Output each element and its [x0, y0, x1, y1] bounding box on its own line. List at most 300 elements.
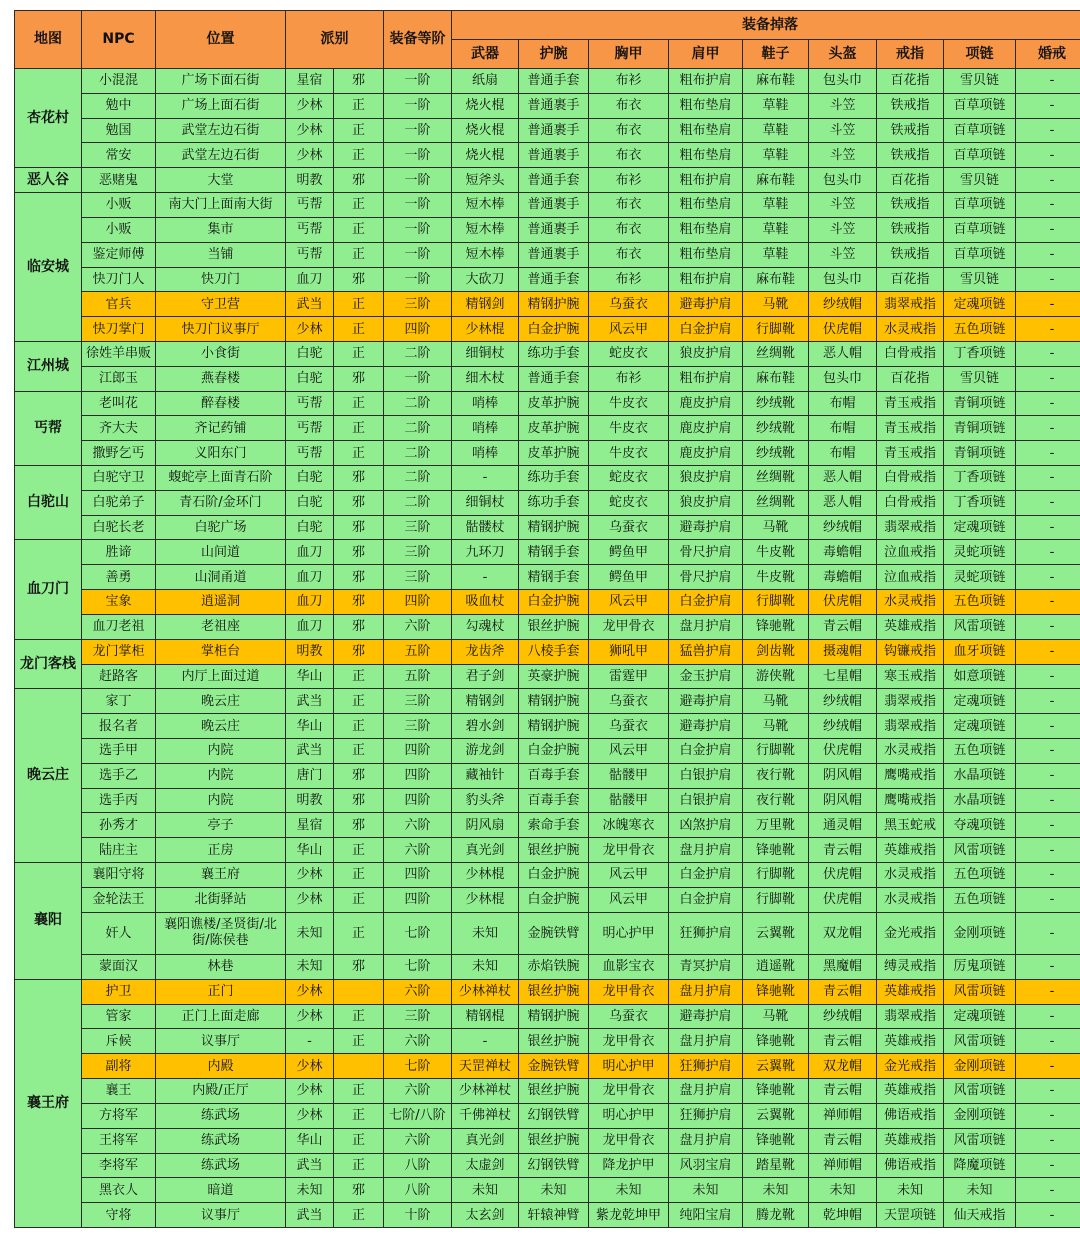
- ring-cell: 鹰嘴戒指: [877, 788, 944, 813]
- chest-cell: 乌蚕衣: [589, 689, 669, 714]
- alignment-cell: [334, 979, 384, 1004]
- map-cell: 丐帮: [15, 391, 82, 465]
- alignment-cell: 正: [334, 1203, 384, 1228]
- wedding-ring-cell: -: [1016, 788, 1080, 813]
- location-cell: 守卫营: [156, 292, 286, 317]
- chest-cell: 风云甲: [589, 863, 669, 888]
- wedding-ring-cell: -: [1016, 168, 1080, 193]
- chest-cell: 蛇皮衣: [589, 466, 669, 491]
- wedding-ring-cell: -: [1016, 1029, 1080, 1054]
- header-slot-bracer: 护腕: [519, 40, 589, 69]
- necklace-cell: 百草项链: [944, 93, 1016, 118]
- weapon-cell: 精钢剑: [452, 292, 519, 317]
- shoulder-cell: 粗布护肩: [669, 267, 743, 292]
- chest-cell: 冰魄寒衣: [589, 813, 669, 838]
- location-cell: 晚云庄: [156, 689, 286, 714]
- table-row: [15, 614, 1080, 639]
- ring-cell: 青玉戒指: [877, 441, 944, 466]
- ring-cell: 白骨戒指: [877, 490, 944, 515]
- faction-cell: 丐帮: [286, 416, 334, 441]
- alignment-cell: 正: [334, 292, 384, 317]
- bracer-cell: 银丝护腕: [519, 614, 589, 639]
- bracer-cell: 幻钢铁臂: [519, 1103, 589, 1128]
- helmet-cell: 布帽: [809, 441, 877, 466]
- tier-cell: 四阶: [384, 863, 452, 888]
- alignment-cell: 正: [334, 441, 384, 466]
- bracer-cell: 普通手套: [519, 168, 589, 193]
- alignment-cell: 邪: [334, 515, 384, 540]
- boots-cell: 马靴: [743, 689, 809, 714]
- alignment-cell: 正: [334, 689, 384, 714]
- tier-cell: 五阶: [384, 664, 452, 689]
- ring-cell: 英雄戒指: [877, 1079, 944, 1104]
- header-location: 位置: [156, 11, 286, 69]
- chest-cell: 布衣: [589, 143, 669, 168]
- alignment-cell: 邪: [334, 813, 384, 838]
- location-cell: 当铺: [156, 242, 286, 267]
- wedding-ring-cell: -: [1016, 689, 1080, 714]
- header-slot-weapon: 武器: [452, 40, 519, 69]
- bracer-cell: 精钢手套: [519, 565, 589, 590]
- chest-cell: 布衣: [589, 118, 669, 143]
- tier-cell: 三阶: [384, 714, 452, 739]
- ring-cell: 金光戒指: [877, 912, 944, 954]
- npc-cell: 恶赌鬼: [82, 168, 156, 193]
- npc-cell: 黑衣人: [82, 1178, 156, 1203]
- location-cell: 老祖座: [156, 614, 286, 639]
- bracer-cell: 精钢护腕: [519, 515, 589, 540]
- bracer-cell: 百毒手套: [519, 763, 589, 788]
- tier-cell: 六阶: [384, 979, 452, 1004]
- table-row: [15, 416, 1080, 441]
- table-row: [15, 1178, 1080, 1203]
- weapon-cell: 短斧头: [452, 168, 519, 193]
- table-row: [15, 118, 1080, 143]
- location-cell: 亭子: [156, 813, 286, 838]
- ring-cell: 黑玉蛇戒: [877, 813, 944, 838]
- npc-cell: 家丁: [82, 689, 156, 714]
- npc-cell: 李将军: [82, 1153, 156, 1178]
- table-row: [15, 664, 1080, 689]
- npc-cell: 小贩: [82, 193, 156, 218]
- alignment-cell: 正: [334, 1079, 384, 1104]
- table-row: [15, 1079, 1080, 1104]
- chest-cell: 风云甲: [589, 887, 669, 912]
- chest-cell: 雷霆甲: [589, 664, 669, 689]
- weapon-cell: 哨棒: [452, 391, 519, 416]
- boots-cell: 草鞋: [743, 118, 809, 143]
- header-slot-boots: 鞋子: [743, 40, 809, 69]
- boots-cell: 行脚靴: [743, 887, 809, 912]
- necklace-cell: 青铜项链: [944, 441, 1016, 466]
- bracer-cell: 皮革护腕: [519, 441, 589, 466]
- wedding-ring-cell: -: [1016, 664, 1080, 689]
- alignment-cell: 正: [334, 416, 384, 441]
- alignment-cell: 邪: [334, 168, 384, 193]
- necklace-cell: 百草项链: [944, 193, 1016, 218]
- necklace-cell: 水晶项链: [944, 788, 1016, 813]
- location-cell: 逍遥洞: [156, 590, 286, 615]
- boots-cell: 锋驰靴: [743, 979, 809, 1004]
- shoulder-cell: 纯阳宝肩: [669, 1203, 743, 1228]
- necklace-cell: 风雷项链: [944, 1128, 1016, 1153]
- necklace-cell: 风雷项链: [944, 1029, 1016, 1054]
- boots-cell: 丝绸靴: [743, 341, 809, 366]
- bracer-cell: 银丝护腕: [519, 1029, 589, 1054]
- necklace-cell: 雪贝链: [944, 69, 1016, 94]
- weapon-cell: 未知: [452, 912, 519, 954]
- bracer-cell: 普通裹手: [519, 143, 589, 168]
- header-slot-ring: 戒指: [877, 40, 944, 69]
- necklace-cell: 雪贝链: [944, 168, 1016, 193]
- table-row: [15, 143, 1080, 168]
- boots-cell: 锋驰靴: [743, 1029, 809, 1054]
- necklace-cell: 百草项链: [944, 143, 1016, 168]
- helmet-cell: 青云帽: [809, 1029, 877, 1054]
- tier-cell: 四阶: [384, 763, 452, 788]
- helmet-cell: 包头巾: [809, 366, 877, 391]
- helmet-cell: 阴风帽: [809, 763, 877, 788]
- necklace-cell: 定魂项链: [944, 714, 1016, 739]
- map-cell: 晚云庄: [15, 689, 82, 863]
- table-row: [15, 540, 1080, 565]
- ring-cell: 水灵戒指: [877, 738, 944, 763]
- shoulder-cell: 狼皮护肩: [669, 341, 743, 366]
- necklace-cell: 风雷项链: [944, 1079, 1016, 1104]
- location-cell: 内殿: [156, 1054, 286, 1079]
- helmet-cell: 伏虎帽: [809, 887, 877, 912]
- chest-cell: 风云甲: [589, 738, 669, 763]
- wedding-ring-cell: -: [1016, 590, 1080, 615]
- location-cell: 小食街: [156, 341, 286, 366]
- table-row: [15, 912, 1080, 954]
- faction-cell: 武当: [286, 292, 334, 317]
- alignment-cell: 正: [334, 193, 384, 218]
- necklace-cell: 风雷项链: [944, 614, 1016, 639]
- npc-cell: 斥候: [82, 1029, 156, 1054]
- faction-cell: 少林: [286, 1103, 334, 1128]
- chest-cell: 骷髅甲: [589, 788, 669, 813]
- weapon-cell: 短木棒: [452, 217, 519, 242]
- alignment-cell: 正: [334, 317, 384, 342]
- ring-cell: 水灵戒指: [877, 887, 944, 912]
- tier-cell: 一阶: [384, 366, 452, 391]
- bracer-cell: 索命手套: [519, 813, 589, 838]
- bracer-cell: 普通裹手: [519, 193, 589, 218]
- tier-cell: 一阶: [384, 168, 452, 193]
- table-row: [15, 441, 1080, 466]
- chest-cell: 蛇皮衣: [589, 490, 669, 515]
- npc-cell: 快刀门人: [82, 267, 156, 292]
- ring-cell: 水灵戒指: [877, 590, 944, 615]
- tier-cell: 二阶: [384, 416, 452, 441]
- tier-cell: 三阶: [384, 689, 452, 714]
- shoulder-cell: 金玉护肩: [669, 664, 743, 689]
- wedding-ring-cell: -: [1016, 763, 1080, 788]
- faction-cell: 武当: [286, 689, 334, 714]
- table-row: [15, 1128, 1080, 1153]
- ring-cell: 寒玉戒指: [877, 664, 944, 689]
- alignment-cell: 正: [334, 838, 384, 863]
- faction-cell: 少林: [286, 317, 334, 342]
- alignment-cell: 邪: [334, 614, 384, 639]
- table-row: [15, 639, 1080, 664]
- npc-cell: 选手乙: [82, 763, 156, 788]
- boots-cell: 锋驰靴: [743, 1079, 809, 1104]
- tier-cell: 六阶: [384, 614, 452, 639]
- shoulder-cell: 粗布垫肩: [669, 193, 743, 218]
- boots-cell: 纱绒靴: [743, 416, 809, 441]
- helmet-cell: 双龙帽: [809, 912, 877, 954]
- alignment-cell: 正: [334, 391, 384, 416]
- helmet-cell: 包头巾: [809, 168, 877, 193]
- wedding-ring-cell: -: [1016, 614, 1080, 639]
- tier-cell: 三阶: [384, 515, 452, 540]
- shoulder-cell: 未知: [669, 1178, 743, 1203]
- helmet-cell: 纱绒帽: [809, 292, 877, 317]
- table-row: [15, 1203, 1080, 1228]
- wedding-ring-cell: -: [1016, 1004, 1080, 1029]
- faction-cell: 未知: [286, 912, 334, 954]
- chest-cell: 牛皮衣: [589, 441, 669, 466]
- ring-cell: 缚灵戒指: [877, 955, 944, 980]
- necklace-cell: 五色项链: [944, 863, 1016, 888]
- bracer-cell: 银丝护腕: [519, 979, 589, 1004]
- ring-cell: 百花指: [877, 267, 944, 292]
- necklace-cell: 五色项链: [944, 317, 1016, 342]
- ring-cell: 鹰嘴戒指: [877, 763, 944, 788]
- weapon-cell: 碧水剑: [452, 714, 519, 739]
- faction-cell: 白驼: [286, 515, 334, 540]
- tier-cell: 一阶: [384, 93, 452, 118]
- bracer-cell: 英豪护腕: [519, 664, 589, 689]
- alignment-cell: 邪: [334, 788, 384, 813]
- npc-cell: 白驼弟子: [82, 490, 156, 515]
- ring-cell: 天罡项链: [877, 1203, 944, 1228]
- chest-cell: 风云甲: [589, 590, 669, 615]
- weapon-cell: 少林棍: [452, 317, 519, 342]
- shoulder-cell: 鹿皮护肩: [669, 441, 743, 466]
- alignment-cell: 正: [334, 1103, 384, 1128]
- header-map: 地图: [15, 11, 82, 69]
- necklace-cell: 仙天戒指: [944, 1203, 1016, 1228]
- boots-cell: 未知: [743, 1178, 809, 1203]
- bracer-cell: 普通手套: [519, 69, 589, 94]
- location-cell: 内院: [156, 788, 286, 813]
- boots-cell: 逍遥靴: [743, 955, 809, 980]
- location-cell: 议事厅: [156, 1203, 286, 1228]
- boots-cell: 草鞋: [743, 242, 809, 267]
- alignment-cell: 正: [334, 217, 384, 242]
- weapon-cell: 细铜杖: [452, 341, 519, 366]
- alignment-cell: 邪: [334, 1178, 384, 1203]
- faction-cell: 丐帮: [286, 193, 334, 218]
- tier-cell: 六阶: [384, 838, 452, 863]
- chest-cell: 明心护甲: [589, 912, 669, 954]
- helmet-cell: 毒蟾帽: [809, 540, 877, 565]
- bracer-cell: 普通手套: [519, 366, 589, 391]
- faction-cell: 明教: [286, 168, 334, 193]
- shoulder-cell: 粗布垫肩: [669, 93, 743, 118]
- wedding-ring-cell: -: [1016, 193, 1080, 218]
- necklace-cell: 五色项链: [944, 738, 1016, 763]
- boots-cell: 马靴: [743, 292, 809, 317]
- weapon-cell: 细木杖: [452, 366, 519, 391]
- shoulder-cell: 狂狮护肩: [669, 912, 743, 954]
- wedding-ring-cell: -: [1016, 341, 1080, 366]
- shoulder-cell: 避毒护肩: [669, 714, 743, 739]
- table-row: [15, 317, 1080, 342]
- chest-cell: 龙甲骨衣: [589, 614, 669, 639]
- wedding-ring-cell: -: [1016, 391, 1080, 416]
- npc-cell: 蒙面汉: [82, 955, 156, 980]
- ring-cell: 泣血戒指: [877, 565, 944, 590]
- tier-cell: 六阶: [384, 1128, 452, 1153]
- ring-cell: 翡翠戒指: [877, 714, 944, 739]
- necklace-cell: 丁香项链: [944, 490, 1016, 515]
- npc-cell: 陆庄主: [82, 838, 156, 863]
- faction-cell: 少林: [286, 93, 334, 118]
- alignment-cell: 正: [334, 341, 384, 366]
- tier-cell: 一阶: [384, 143, 452, 168]
- wedding-ring-cell: -: [1016, 863, 1080, 888]
- ring-cell: 金光戒指: [877, 1054, 944, 1079]
- helmet-cell: 恶人帽: [809, 341, 877, 366]
- equipment-drop-table: [14, 10, 1080, 1228]
- location-cell: 正门: [156, 979, 286, 1004]
- table-row: [15, 689, 1080, 714]
- chest-cell: 乌蚕衣: [589, 714, 669, 739]
- bracer-cell: 八棱手套: [519, 639, 589, 664]
- npc-cell: 白驼长老: [82, 515, 156, 540]
- helmet-cell: 纱绒帽: [809, 515, 877, 540]
- alignment-cell: 邪: [334, 540, 384, 565]
- location-cell: 醉春楼: [156, 391, 286, 416]
- wedding-ring-cell: -: [1016, 118, 1080, 143]
- weapon-cell: 太虚剑: [452, 1153, 519, 1178]
- helmet-cell: 青云帽: [809, 838, 877, 863]
- ring-cell: 英雄戒指: [877, 1029, 944, 1054]
- ring-cell: 白骨戒指: [877, 341, 944, 366]
- ring-cell: 水灵戒指: [877, 863, 944, 888]
- location-cell: 广场上面石街: [156, 93, 286, 118]
- helmet-cell: 斗笠: [809, 93, 877, 118]
- alignment-cell: 邪: [334, 955, 384, 980]
- npc-cell: 选手丙: [82, 788, 156, 813]
- boots-cell: 锋驰靴: [743, 614, 809, 639]
- boots-cell: 行脚靴: [743, 317, 809, 342]
- shoulder-cell: 粗布护肩: [669, 366, 743, 391]
- necklace-cell: 降魔项链: [944, 1153, 1016, 1178]
- shoulder-cell: 粗布垫肩: [669, 217, 743, 242]
- table-row: [15, 168, 1080, 193]
- bracer-cell: 赤焰铁腕: [519, 955, 589, 980]
- table-row: [15, 887, 1080, 912]
- boots-cell: 行脚靴: [743, 738, 809, 763]
- helmet-cell: 伏虎帽: [809, 317, 877, 342]
- tier-cell: 八阶: [384, 1178, 452, 1203]
- shoulder-cell: 盘月护肩: [669, 614, 743, 639]
- boots-cell: 云翼靴: [743, 1103, 809, 1128]
- npc-cell: 宝象: [82, 590, 156, 615]
- boots-cell: 腾龙靴: [743, 1203, 809, 1228]
- location-cell: 正房: [156, 838, 286, 863]
- map-cell: 江州城: [15, 341, 82, 391]
- wedding-ring-cell: -: [1016, 1153, 1080, 1178]
- shoulder-cell: 粗布护肩: [669, 69, 743, 94]
- wedding-ring-cell: -: [1016, 813, 1080, 838]
- location-cell: 北街驿站: [156, 887, 286, 912]
- tier-cell: 七阶/八阶: [384, 1103, 452, 1128]
- bracer-cell: 练功手套: [519, 466, 589, 491]
- weapon-cell: -: [452, 565, 519, 590]
- ring-cell: 铁戒指: [877, 217, 944, 242]
- weapon-cell: 龙齿斧: [452, 639, 519, 664]
- boots-cell: 行脚靴: [743, 590, 809, 615]
- shoulder-cell: 白金护肩: [669, 863, 743, 888]
- table-row: [15, 714, 1080, 739]
- faction-cell: 星宿: [286, 69, 334, 94]
- weapon-cell: 阴风扇: [452, 813, 519, 838]
- helmet-cell: 青云帽: [809, 1079, 877, 1104]
- weapon-cell: 未知: [452, 955, 519, 980]
- map-cell: 临安城: [15, 193, 82, 342]
- npc-cell: 撒野乞丐: [82, 441, 156, 466]
- ring-cell: 白骨戒指: [877, 466, 944, 491]
- weapon-cell: 精钢棍: [452, 1004, 519, 1029]
- boots-cell: 马靴: [743, 1004, 809, 1029]
- weapon-cell: 少林棍: [452, 887, 519, 912]
- npc-cell: 徐姓羊串贩: [82, 341, 156, 366]
- chest-cell: 布衣: [589, 242, 669, 267]
- wedding-ring-cell: -: [1016, 143, 1080, 168]
- ring-cell: 铁戒指: [877, 93, 944, 118]
- ring-cell: 英雄戒指: [877, 614, 944, 639]
- helmet-cell: 青云帽: [809, 614, 877, 639]
- location-cell: 青石阶/金环门: [156, 490, 286, 515]
- faction-cell: 武当: [286, 1203, 334, 1228]
- boots-cell: 剑齿靴: [743, 639, 809, 664]
- table-row: [15, 1029, 1080, 1054]
- helmet-cell: 斗笠: [809, 242, 877, 267]
- boots-cell: 草鞋: [743, 193, 809, 218]
- chest-cell: 乌蚕衣: [589, 292, 669, 317]
- tier-cell: 十阶: [384, 1203, 452, 1228]
- wedding-ring-cell: -: [1016, 714, 1080, 739]
- helmet-cell: 禅师帽: [809, 1103, 877, 1128]
- alignment-cell: 正: [334, 1128, 384, 1153]
- shoulder-cell: 猛兽护肩: [669, 639, 743, 664]
- wedding-ring-cell: -: [1016, 838, 1080, 863]
- tier-cell: 四阶: [384, 590, 452, 615]
- npc-cell: 官兵: [82, 292, 156, 317]
- necklace-cell: 青铜项链: [944, 416, 1016, 441]
- npc-cell: 小贩: [82, 217, 156, 242]
- boots-cell: 云翼靴: [743, 912, 809, 954]
- boots-cell: 草鞋: [743, 93, 809, 118]
- chest-cell: 乌蚕衣: [589, 1004, 669, 1029]
- location-cell: 暗道: [156, 1178, 286, 1203]
- boots-cell: 夜行靴: [743, 763, 809, 788]
- weapon-cell: 短木棒: [452, 193, 519, 218]
- alignment-cell: 正: [334, 1153, 384, 1178]
- faction-cell: 少林: [286, 118, 334, 143]
- header-npc: NPC: [82, 11, 156, 69]
- header-slot-necklace: 项链: [944, 40, 1016, 69]
- bracer-cell: 精钢护腕: [519, 714, 589, 739]
- alignment-cell: 邪: [334, 366, 384, 391]
- map-cell: 龙门客栈: [15, 639, 82, 689]
